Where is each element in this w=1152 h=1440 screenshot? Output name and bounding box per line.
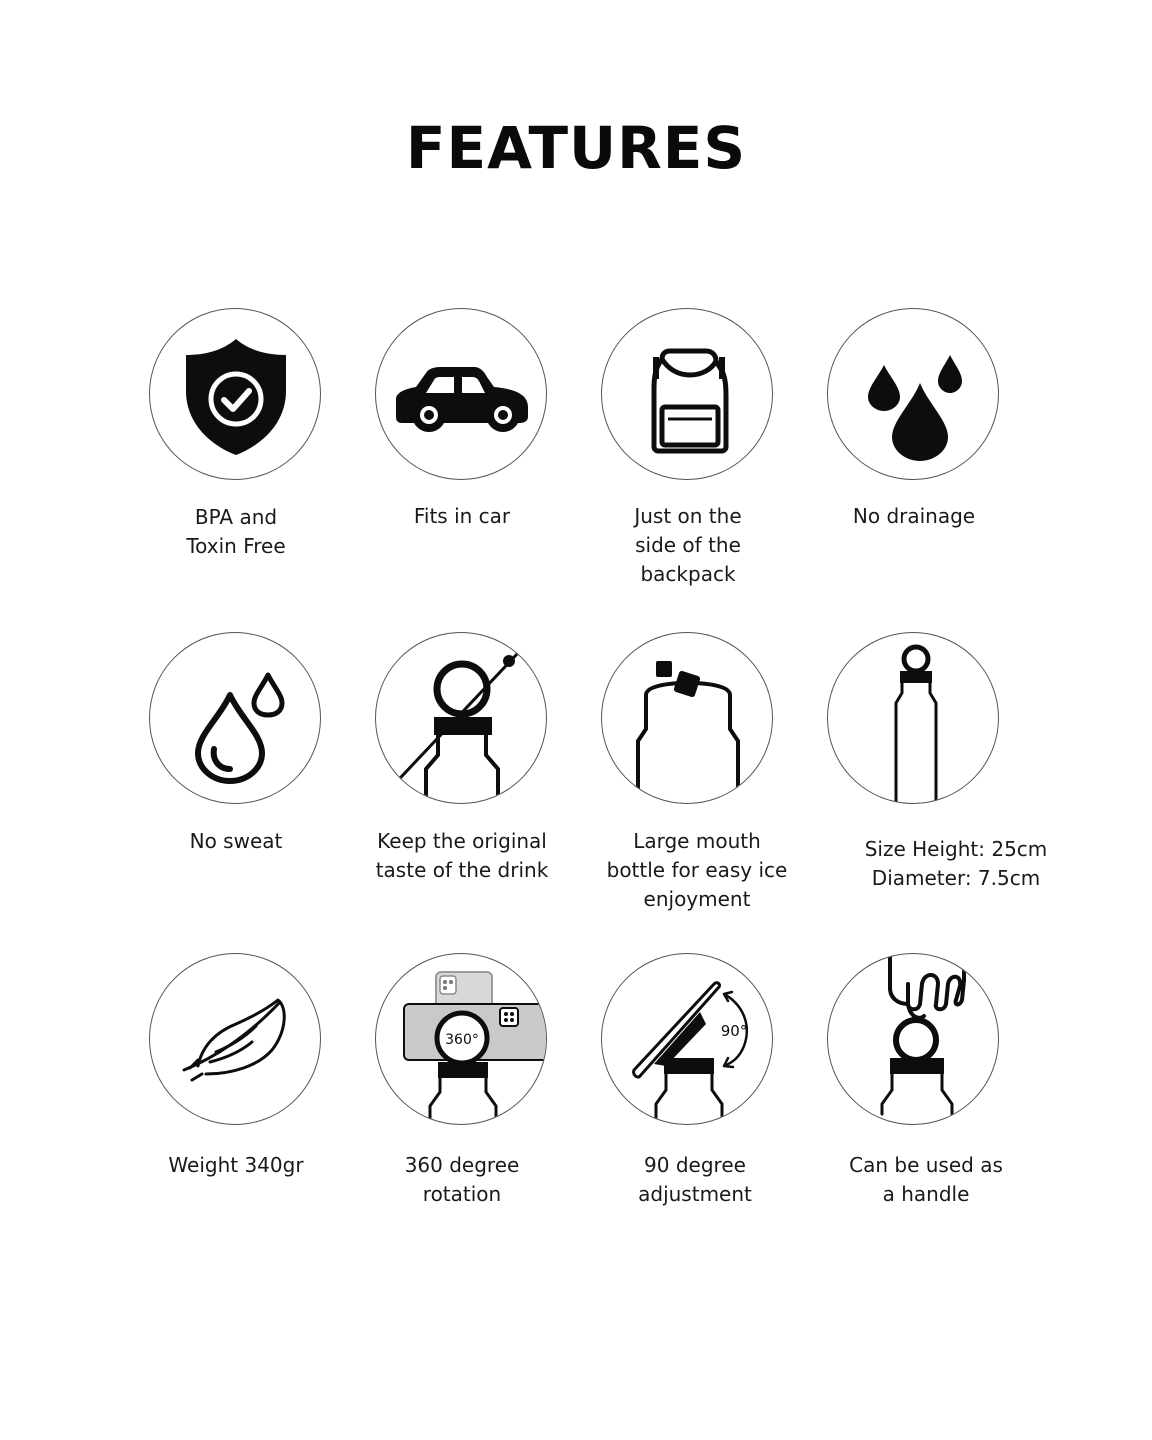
- phone-holder-rotation-icon: [375, 953, 547, 1125]
- tall-bottle-icon: [827, 632, 999, 804]
- feature-label-rotation: 360 degree rotation: [404, 1153, 520, 1206]
- shield-check-icon: [149, 308, 321, 480]
- feature-label-taste: Keep the original taste of the drink: [375, 829, 549, 882]
- feature-label-bpa: BPA and Toxin Free: [186, 505, 286, 558]
- bottle-no-taste-icon: [375, 632, 547, 804]
- feature-label-sweat: No sweat: [189, 829, 283, 853]
- feature-label-car: Fits in car: [413, 504, 511, 528]
- feature-label-size: Size Height: 25cm Diameter: 7.5cm: [864, 837, 1048, 890]
- feature-label-backpack: Just on the side of the backpack: [634, 504, 742, 586]
- tilt-degree-text: 90°: [720, 1022, 748, 1040]
- page-title: FEATURES: [405, 114, 747, 182]
- feature-label-drainage: No drainage: [852, 504, 976, 528]
- feature-label-handle: Can be used as a handle: [849, 1153, 1003, 1206]
- car-icon: [375, 308, 547, 480]
- feature-label-weight: Weight 340gr: [168, 1153, 304, 1177]
- water-drops-icon: [827, 308, 999, 480]
- sweat-drop-icon: [149, 632, 321, 804]
- rotation-degree-text: 360°: [445, 1032, 479, 1048]
- feather-icon: [149, 953, 321, 1125]
- feature-label-ice: Large mouth bottle for easy ice enjoyment: [606, 829, 788, 911]
- backpack-icon: [601, 308, 773, 480]
- bottle-ice-cubes-icon: [601, 632, 773, 804]
- hand-holding-bottle-icon: [827, 953, 999, 1125]
- phone-holder-tilt-icon: [601, 953, 773, 1125]
- feature-label-adjustment: 90 degree adjustment: [638, 1153, 752, 1206]
